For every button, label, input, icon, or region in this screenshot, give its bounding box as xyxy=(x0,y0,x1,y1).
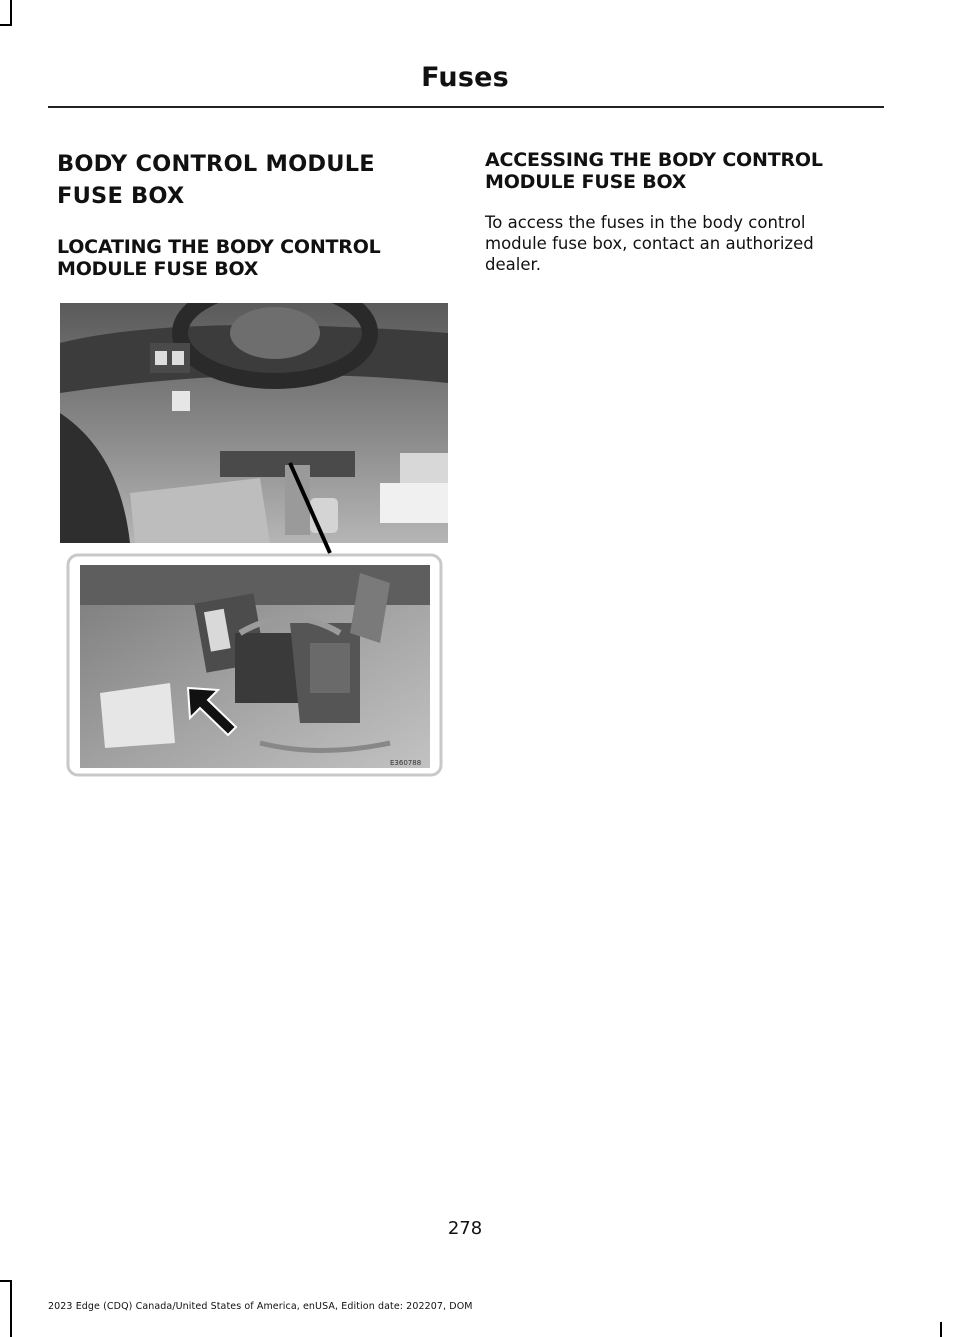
crop-mark-bottom-right-v xyxy=(940,1322,942,1337)
accessing-subheading: ACCESSING THE BODY CONTROL MODULE FUSE BOX xyxy=(485,149,823,193)
crop-mark-bottom-left-v xyxy=(10,1280,12,1337)
crop-mark-top-left-v xyxy=(10,0,12,26)
figure-code-label: E360788 xyxy=(390,759,422,767)
locating-subheading: LOCATING THE BODY CONTROL MODULE FUSE BOX xyxy=(57,236,381,280)
fuse-box-location-figure xyxy=(60,303,448,780)
crop-mark-top-left-h xyxy=(0,24,12,26)
fuse-box-illustration xyxy=(60,303,448,780)
header-rule xyxy=(48,106,884,108)
section-heading-line2: FUSE BOX xyxy=(57,183,185,209)
edition-footer: 2023 Edge (CDQ) Canada/United States of America, enUSA, Edition date: 202207, DOM xyxy=(48,1301,473,1312)
page-number: 278 xyxy=(447,1218,483,1239)
section-heading xyxy=(57,148,447,212)
section-heading-line1: BODY CONTROL MODULE xyxy=(57,151,375,177)
page-title: Fuses xyxy=(421,62,509,93)
crop-mark-bottom-left-h xyxy=(0,1280,12,1282)
accessing-body-text: To access the fuses in the body control module fuse box, contact an authorized dealer. xyxy=(485,213,814,274)
